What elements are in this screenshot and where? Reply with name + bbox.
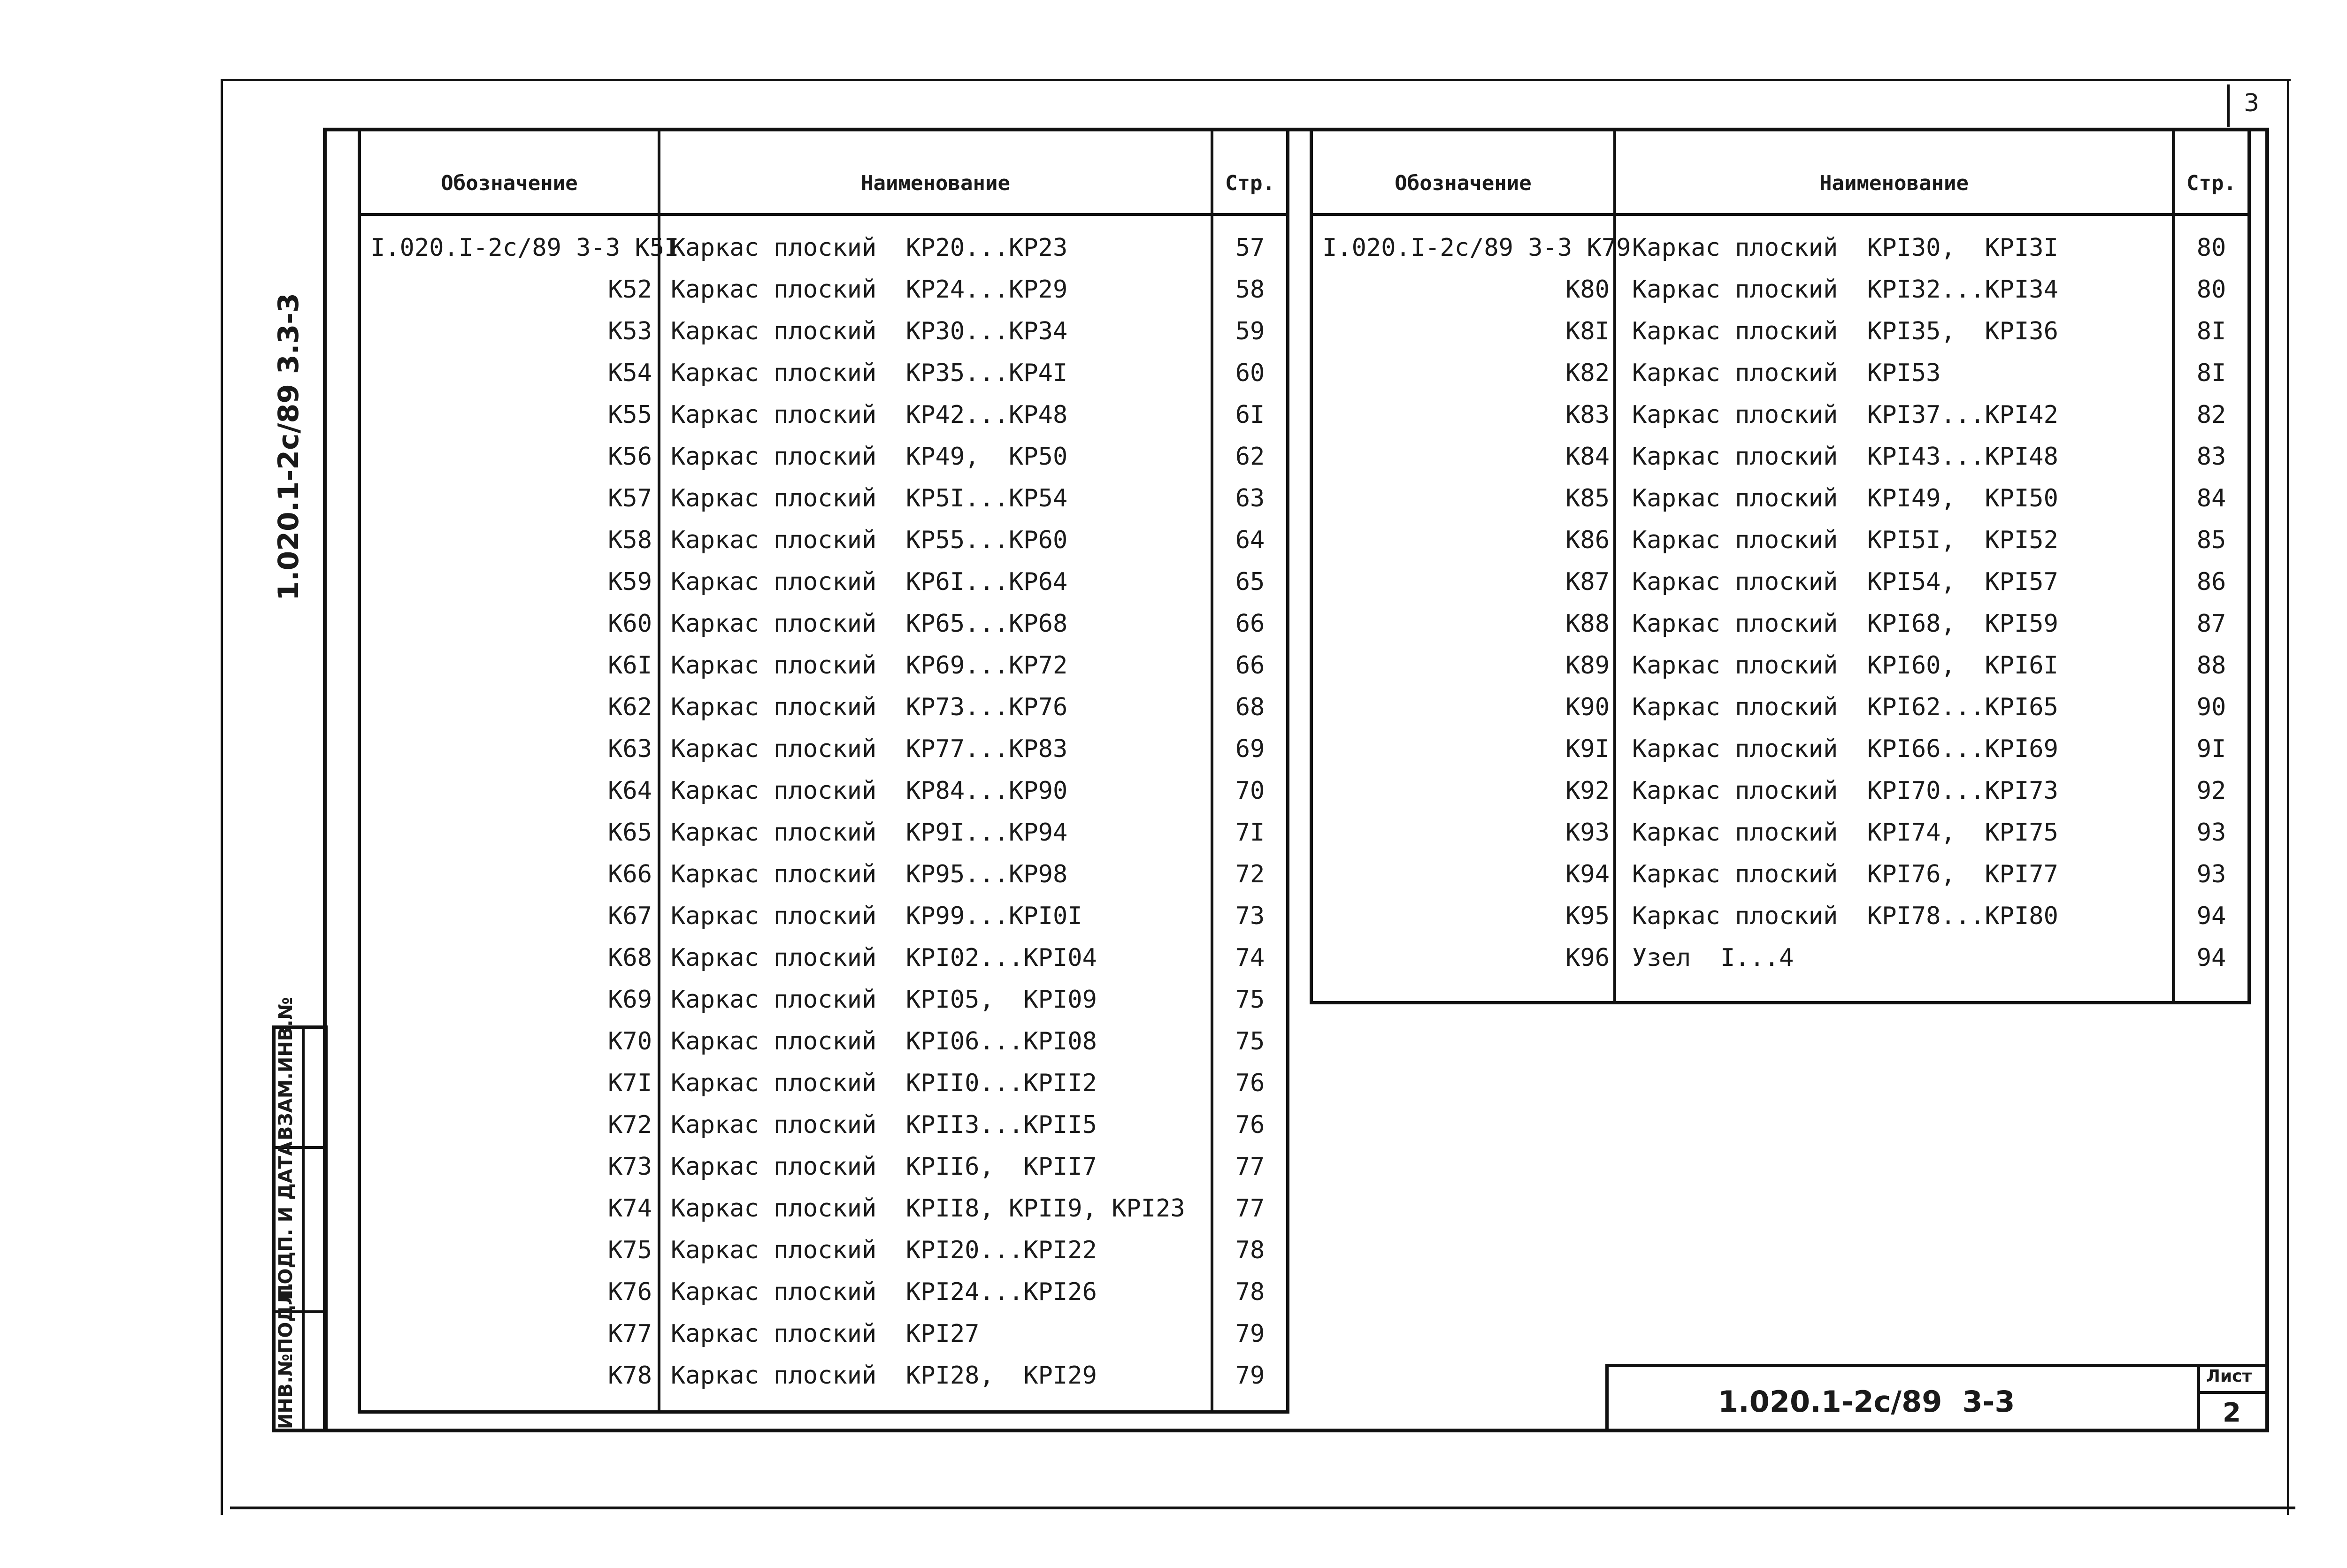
row-page: 93 bbox=[2196, 818, 2226, 847]
row-code: К75 bbox=[608, 1236, 652, 1264]
row-code: К58 bbox=[608, 526, 652, 554]
row-code: К86 bbox=[1565, 526, 1610, 554]
row-name: Каркас плоский КР65...КР68 bbox=[671, 610, 1068, 638]
row-code: К93 bbox=[1565, 818, 1610, 847]
row-name: Каркас плоский КР20...КР23 bbox=[671, 234, 1068, 262]
row-code: К63 bbox=[608, 735, 652, 763]
sheet-number-divider bbox=[2200, 1391, 2269, 1394]
table-row bbox=[361, 1104, 1286, 1146]
row-code: К65 bbox=[608, 818, 652, 847]
row-name: Узел I...4 bbox=[1632, 944, 1794, 972]
row-page: 84 bbox=[2196, 484, 2226, 512]
table-row bbox=[361, 645, 1286, 687]
row-page: 6I bbox=[1235, 401, 1265, 429]
table-row bbox=[361, 478, 1286, 520]
row-page: 86 bbox=[2196, 568, 2226, 596]
row-page: 77 bbox=[1235, 1153, 1265, 1181]
right-header-code: Обозначение bbox=[1395, 171, 1532, 195]
row-name: Каркас плоский КРI76, КРI77 bbox=[1632, 860, 2058, 888]
row-page: 75 bbox=[1235, 1027, 1265, 1056]
row-name: Каркас плоский КР49, КР50 bbox=[671, 443, 1068, 471]
table-row bbox=[361, 854, 1286, 895]
row-page: 58 bbox=[1235, 275, 1265, 304]
table-row bbox=[361, 603, 1286, 645]
row-page: 76 bbox=[1235, 1069, 1265, 1097]
row-name: Каркас плоский КРI28, КРI29 bbox=[671, 1361, 1097, 1390]
table-row bbox=[361, 1146, 1286, 1188]
table-row bbox=[1313, 394, 2247, 436]
row-page: 64 bbox=[1235, 526, 1265, 554]
table-row bbox=[1313, 436, 2247, 478]
row-name: Каркас плоский КРI53 bbox=[1632, 359, 1941, 387]
row-name: Каркас плоский КРI49, КРI50 bbox=[1632, 484, 2058, 512]
row-code: К80 bbox=[1565, 275, 1610, 304]
table-row bbox=[361, 311, 1286, 352]
row-name: Каркас плоский КР99...КРI0I bbox=[671, 902, 1082, 930]
right-table-header-rule bbox=[1313, 213, 2247, 216]
row-code: К62 bbox=[608, 693, 652, 721]
row-page: 8I bbox=[2196, 317, 2226, 345]
row-code: К8I bbox=[1565, 317, 1610, 345]
right-header-page: Стр. bbox=[2186, 171, 2236, 195]
row-code: К96 bbox=[1565, 944, 1610, 972]
row-name: Каркас плоский КРI54, КРI57 bbox=[1632, 568, 2058, 596]
table-row bbox=[1313, 770, 2247, 812]
row-code: К73 bbox=[608, 1153, 652, 1181]
row-page: 59 bbox=[1235, 317, 1265, 345]
row-page: 66 bbox=[1235, 651, 1265, 680]
table-row bbox=[361, 436, 1286, 478]
row-code: К57 bbox=[608, 484, 652, 512]
row-name: Каркас плоский КРI30, КРI3I bbox=[1632, 234, 2058, 262]
row-name: Каркас плоский КР5I...КР54 bbox=[671, 484, 1068, 512]
row-code: К90 bbox=[1565, 693, 1610, 721]
side-doc-code: 1.020.1-2с/89 3.3-3 bbox=[272, 293, 305, 601]
table-row bbox=[361, 770, 1286, 812]
table-row bbox=[361, 1188, 1286, 1230]
row-page: 8I bbox=[2196, 359, 2226, 387]
table-row bbox=[1313, 352, 2247, 394]
sheet-number: 2 bbox=[2223, 1398, 2241, 1428]
row-name: Каркас плоский КР30...КР34 bbox=[671, 317, 1068, 345]
table-row bbox=[1313, 895, 2247, 937]
row-name: Каркас плоский КРI66...КРI69 bbox=[1632, 735, 2058, 763]
row-code: К64 bbox=[608, 777, 652, 805]
outer-frame-right bbox=[2287, 79, 2289, 1515]
row-name: Каркас плоский КРI02...КРI04 bbox=[671, 944, 1097, 972]
row-page: 83 bbox=[2196, 443, 2226, 471]
row-page: 7I bbox=[1235, 818, 1265, 847]
row-code: К72 bbox=[608, 1111, 652, 1139]
outer-frame-bottom bbox=[230, 1507, 2295, 1509]
row-code: К52 bbox=[608, 275, 652, 304]
row-code: К78 bbox=[608, 1361, 652, 1390]
side-stamp-vzam-inv: ВЗАМ.ИНВ.№ bbox=[275, 997, 297, 1140]
row-name: Каркас плоский КР9I...КР94 bbox=[671, 818, 1068, 847]
row-page: 74 bbox=[1235, 944, 1265, 972]
table-row bbox=[361, 1355, 1286, 1397]
table-row bbox=[361, 979, 1286, 1021]
row-name: Каркас плоский КР84...КР90 bbox=[671, 777, 1068, 805]
table-row bbox=[1313, 854, 2247, 895]
row-name: Каркас плоский КРI62...КРI65 bbox=[1632, 693, 2058, 721]
row-page: 79 bbox=[1235, 1320, 1265, 1348]
table-row bbox=[1313, 520, 2247, 561]
row-page: 72 bbox=[1235, 860, 1265, 888]
table-row bbox=[361, 812, 1286, 854]
row-page: 69 bbox=[1235, 735, 1265, 763]
table-row bbox=[1313, 311, 2247, 352]
row-page: 73 bbox=[1235, 902, 1265, 930]
right-table bbox=[1310, 128, 2251, 1004]
row-page: 78 bbox=[1235, 1278, 1265, 1306]
row-page: 80 bbox=[2196, 275, 2226, 304]
row-name: Каркас плоский КР6I...КР64 bbox=[671, 568, 1068, 596]
row-page: 90 bbox=[2196, 693, 2226, 721]
row-code: К82 bbox=[1565, 359, 1610, 387]
side-stamp-divider-v bbox=[302, 1029, 305, 1429]
row-page: 65 bbox=[1235, 568, 1265, 596]
row-page: 88 bbox=[2196, 651, 2226, 680]
row-code: К74 bbox=[608, 1194, 652, 1223]
row-page: 63 bbox=[1235, 484, 1265, 512]
side-stamp-podp-data: ПОДП. И ДАТА bbox=[275, 1141, 297, 1300]
row-code: К94 bbox=[1565, 860, 1610, 888]
table-row bbox=[1313, 603, 2247, 645]
row-code: К84 bbox=[1565, 443, 1610, 471]
row-code: К7I bbox=[608, 1069, 652, 1097]
corner-page-number: 3 bbox=[2244, 89, 2260, 117]
row-code: К83 bbox=[1565, 401, 1610, 429]
row-code: К6I bbox=[608, 651, 652, 680]
row-code: К66 bbox=[608, 860, 652, 888]
row-page: 62 bbox=[1235, 443, 1265, 471]
left-header-code: Обозначение bbox=[441, 171, 578, 195]
row-code: К85 bbox=[1565, 484, 1610, 512]
row-name: Каркас плоский КР35...КР4I bbox=[671, 359, 1068, 387]
row-name: Каркас плоский КРI32...КРI34 bbox=[1632, 275, 2058, 304]
outer-frame-top bbox=[221, 79, 2291, 81]
row-code: К69 bbox=[608, 986, 652, 1014]
table-row bbox=[1313, 269, 2247, 311]
left-header-name: Наименование bbox=[861, 171, 1010, 195]
table-row bbox=[361, 561, 1286, 603]
row-page: 85 bbox=[2196, 526, 2226, 554]
row-name: Каркас плоский КР73...КР76 bbox=[671, 693, 1068, 721]
row-page: 94 bbox=[2196, 902, 2226, 930]
table-row bbox=[361, 1021, 1286, 1063]
table-row bbox=[1313, 687, 2247, 728]
row-page: 75 bbox=[1235, 986, 1265, 1014]
left-table bbox=[358, 128, 1289, 1414]
row-code: К77 bbox=[608, 1320, 652, 1348]
row-page: 60 bbox=[1235, 359, 1265, 387]
row-code: К54 bbox=[608, 359, 652, 387]
row-page: 68 bbox=[1235, 693, 1265, 721]
row-page: 66 bbox=[1235, 610, 1265, 638]
row-page: 87 bbox=[2196, 610, 2226, 638]
row-page: 94 bbox=[2196, 944, 2226, 972]
row-name: Каркас плоский КРI78...КРI80 bbox=[1632, 902, 2058, 930]
row-name: Каркас плоский КР55...КР60 bbox=[671, 526, 1068, 554]
row-page: 78 bbox=[1235, 1236, 1265, 1264]
title-block-doc-code: 1.020.1-2с/89 3-3 bbox=[1718, 1384, 2015, 1419]
table-row bbox=[1313, 812, 2247, 854]
side-stamp-inv-podl: ИНВ.№ПОДЛ. bbox=[275, 1282, 297, 1429]
table-row bbox=[361, 937, 1286, 979]
row-code: К59 bbox=[608, 568, 652, 596]
row-name: Каркас плоский КРI24...КРI26 bbox=[671, 1278, 1097, 1306]
table-row bbox=[1313, 227, 2247, 269]
row-code: К92 bbox=[1565, 777, 1610, 805]
left-header-page: Стр. bbox=[1225, 171, 1275, 195]
row-name: Каркас плоский КРI68, КРI59 bbox=[1632, 610, 2058, 638]
row-code: К67 bbox=[608, 902, 652, 930]
row-name: Каркас плоский КРI37...КРI42 bbox=[1632, 401, 2058, 429]
table-row bbox=[361, 1230, 1286, 1271]
table-row bbox=[361, 520, 1286, 561]
inner-frame-right bbox=[2265, 128, 2269, 1432]
outer-frame-left bbox=[221, 79, 223, 1515]
table-row bbox=[1313, 728, 2247, 770]
table-row bbox=[1313, 561, 2247, 603]
row-name: Каркас плоский КРI27 bbox=[671, 1320, 980, 1348]
row-code: I.020.I-2с/89 3-3 К79 bbox=[1322, 234, 1631, 262]
row-page: 93 bbox=[2196, 860, 2226, 888]
row-code: К55 bbox=[608, 401, 652, 429]
row-name: Каркас плоский КР95...КР98 bbox=[671, 860, 1068, 888]
row-page: 9I bbox=[2196, 735, 2226, 763]
row-page: 77 bbox=[1235, 1194, 1265, 1223]
row-name: Каркас плоский КР24...КР29 bbox=[671, 275, 1068, 304]
table-row bbox=[361, 687, 1286, 728]
row-name: Каркас плоский КРI5I, КРI52 bbox=[1632, 526, 2058, 554]
row-name: Каркас плоский КРI70...КРI73 bbox=[1632, 777, 2058, 805]
table-row bbox=[361, 1271, 1286, 1313]
row-page: 76 bbox=[1235, 1111, 1265, 1139]
row-code: I.020.I-2с/89 3-3 К5I bbox=[370, 234, 679, 262]
row-name: Каркас плоский КРI06...КРI08 bbox=[671, 1027, 1097, 1056]
row-name: Каркас плоский КРI20...КРI22 bbox=[671, 1236, 1097, 1264]
row-name: Каркас плоский КРI74, КРI75 bbox=[1632, 818, 2058, 847]
table-row bbox=[361, 227, 1286, 269]
row-code: К89 bbox=[1565, 651, 1610, 680]
row-name: Каркас плоский КРI35, КРI36 bbox=[1632, 317, 2058, 345]
row-code: К68 bbox=[608, 944, 652, 972]
table-row bbox=[361, 728, 1286, 770]
row-name: Каркас плоский КРII0...КРII2 bbox=[671, 1069, 1097, 1097]
sheet-label: Лист bbox=[2206, 1367, 2252, 1386]
row-name: Каркас плоский КРII8, КРII9, КРI23 bbox=[671, 1194, 1185, 1223]
row-page: 70 bbox=[1235, 777, 1265, 805]
row-code: К70 bbox=[608, 1027, 652, 1056]
row-name: Каркас плоский КР77...КР83 bbox=[671, 735, 1068, 763]
row-code: К9I bbox=[1565, 735, 1610, 763]
row-name: Каркас плоский КР42...КР48 bbox=[671, 401, 1068, 429]
row-code: К95 bbox=[1565, 902, 1610, 930]
row-page: 80 bbox=[2196, 234, 2226, 262]
row-name: Каркас плоский КРI43...КРI48 bbox=[1632, 443, 2058, 471]
table-row bbox=[361, 352, 1286, 394]
row-page: 57 bbox=[1235, 234, 1265, 262]
row-page: 82 bbox=[2196, 401, 2226, 429]
row-name: Каркас плоский КРII6, КРII7 bbox=[671, 1153, 1097, 1181]
row-code: К56 bbox=[608, 443, 652, 471]
row-name: Каркас плоский КРI05, КРI09 bbox=[671, 986, 1097, 1014]
table-row bbox=[361, 1063, 1286, 1104]
row-code: К87 bbox=[1565, 568, 1610, 596]
table-row bbox=[361, 895, 1286, 937]
row-page: 79 bbox=[1235, 1361, 1265, 1390]
row-name: Каркас плоский КР69...КР72 bbox=[671, 651, 1068, 680]
right-header-name: Наименование bbox=[1819, 171, 1969, 195]
row-code: К88 bbox=[1565, 610, 1610, 638]
row-name: Каркас плоский КРII3...КРII5 bbox=[671, 1111, 1097, 1139]
table-row bbox=[361, 269, 1286, 311]
left-table-header-rule bbox=[361, 213, 1286, 216]
table-row bbox=[361, 394, 1286, 436]
row-name: Каркас плоский КРI60, КРI6I bbox=[1632, 651, 2058, 680]
row-code: К76 bbox=[608, 1278, 652, 1306]
row-page: 92 bbox=[2196, 777, 2226, 805]
row-code: К53 bbox=[608, 317, 652, 345]
table-row bbox=[361, 1313, 1286, 1355]
table-row bbox=[1313, 645, 2247, 687]
table-row bbox=[1313, 937, 2247, 979]
row-code: К60 bbox=[608, 610, 652, 638]
table-row bbox=[1313, 478, 2247, 520]
